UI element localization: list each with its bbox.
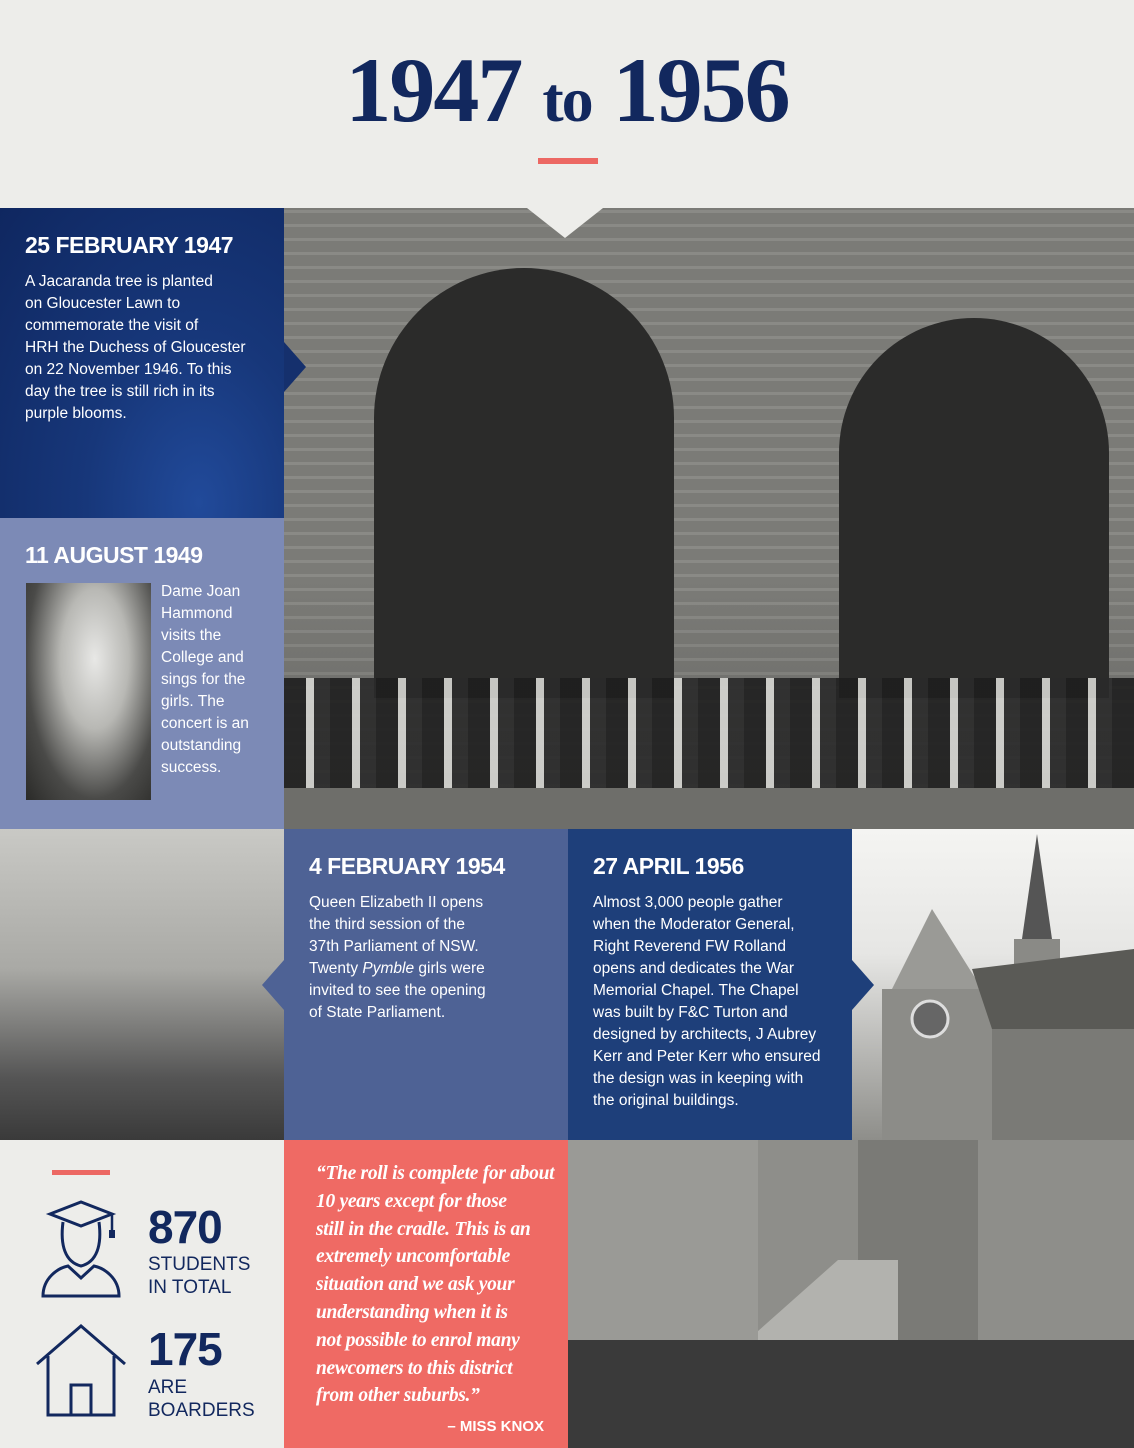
quote-text xyxy=(316,1160,556,1410)
text-line: 37th Parliament of NSW. xyxy=(309,938,479,955)
text-segment: girls were xyxy=(414,960,485,977)
students-label-1: STUDENTS xyxy=(148,1254,251,1275)
stats-divider xyxy=(52,1170,110,1175)
event-date-1956: 27 APRIL 1956 xyxy=(593,853,744,879)
quote-line: 10 years except for those xyxy=(316,1190,507,1212)
chapel-dedication-crowd-photo xyxy=(568,1140,1134,1448)
event-panel-1954 xyxy=(284,829,568,1140)
text-line: designed by architects, J Aubrey xyxy=(593,1026,817,1043)
page-title xyxy=(0,39,1134,141)
title-divider xyxy=(538,158,598,164)
text-line: on 22 November 1946. To this xyxy=(25,361,232,378)
text-line: HRH the Duchess of Gloucester xyxy=(25,339,246,356)
event-text-1949 xyxy=(161,581,281,779)
text-line: success. xyxy=(161,759,222,776)
text-line: when the Moderator General, xyxy=(593,916,795,933)
students-count: 870 xyxy=(148,1201,222,1253)
students-label-2: IN TOTAL xyxy=(148,1277,232,1298)
text-line: Right Reverend FW Rolland xyxy=(593,938,786,955)
event-date-1949: 11 AUGUST 1949 xyxy=(25,542,203,568)
boarders-count: 175 xyxy=(148,1323,222,1375)
quote-line: “The roll is complete for about xyxy=(316,1163,555,1184)
text-line: day the tree is still rich in its xyxy=(25,383,215,400)
archway-right xyxy=(839,318,1109,698)
text-line: on Gloucester Lawn to xyxy=(25,295,181,312)
text-line: was built by F&C Turton and xyxy=(593,1004,788,1021)
event-panel-1956 xyxy=(568,829,852,1140)
text-line: Queen Elizabeth II opens xyxy=(309,894,484,911)
archway-left xyxy=(374,268,674,698)
text-line: commemorate the visit of xyxy=(25,317,199,334)
event-panel-1949 xyxy=(0,518,284,829)
event-text-1947 xyxy=(25,271,275,425)
text-line: invited to see the opening xyxy=(309,982,486,999)
quote-line: from other suburbs.” xyxy=(316,1385,480,1407)
text-line: the design was in keeping with xyxy=(593,1070,804,1087)
event-text-1954 xyxy=(309,892,559,1024)
text-line: Dame Joan xyxy=(161,583,241,600)
text-line: Kerr and Peter Kerr who ensured xyxy=(593,1048,821,1065)
text-segment: Twenty xyxy=(309,960,363,977)
text-line: the third session of the xyxy=(309,916,465,933)
tree-planting-photo xyxy=(284,208,1134,829)
chapel-illustration xyxy=(852,829,1134,1140)
title-start-year: 1947 xyxy=(345,39,522,141)
event-date-1954: 4 FEBRUARY 1954 xyxy=(309,853,505,879)
text-line: opens and dedicates the War xyxy=(593,960,795,977)
top-notch xyxy=(527,208,603,238)
text-line: Memorial Chapel. The Chapel xyxy=(593,982,799,999)
joan-hammond-portrait xyxy=(26,583,151,800)
quote-author: – MISS KNOX xyxy=(447,1418,544,1435)
text-line: girls. The xyxy=(161,693,225,710)
text-line: concert is an xyxy=(161,715,249,732)
text-line: A Jacaranda tree is planted xyxy=(25,273,213,290)
text-line: of State Parliament. xyxy=(309,1004,446,1021)
quote-line: situation and we ask your xyxy=(316,1274,515,1296)
boarders-label-1: ARE xyxy=(148,1377,188,1398)
crowd-illustration xyxy=(568,1140,1134,1448)
text-line: the original buildings. xyxy=(593,1092,739,1109)
war-memorial-chapel-photo xyxy=(852,829,1134,1140)
text-line: outstanding xyxy=(161,737,242,754)
title-to: to xyxy=(542,64,592,135)
school-name: Pymble xyxy=(362,960,415,977)
boarders-label-2: BOARDERS xyxy=(148,1400,255,1421)
quote-line: newcomers to this district xyxy=(316,1357,513,1379)
graduate-icon xyxy=(40,1200,122,1300)
text-line: Almost 3,000 people gather xyxy=(593,894,783,911)
students-crowd xyxy=(284,678,1134,788)
text-line: visits the xyxy=(161,627,222,644)
arrow-1947 xyxy=(284,342,306,392)
arrow-1956 xyxy=(852,960,874,1010)
quote-line: extremely uncomfortable xyxy=(316,1246,511,1268)
arrow-1954 xyxy=(262,960,284,1010)
text-line: College and xyxy=(161,649,244,666)
house-icon xyxy=(34,1322,128,1418)
quote-line: not possible to enrol many xyxy=(316,1329,520,1351)
text-line: purple blooms. xyxy=(25,405,127,422)
text-line: Hammond xyxy=(161,605,233,622)
title-end-year: 1956 xyxy=(612,39,789,141)
event-panel-1947 xyxy=(0,208,284,518)
quote-line: understanding when it is xyxy=(316,1301,508,1323)
event-date-1947: 25 FEBRUARY 1947 xyxy=(25,232,234,258)
event-text-1956 xyxy=(593,892,849,1112)
quote-line: still in the cradle. This is an xyxy=(316,1218,531,1240)
queen-motorcade-photo xyxy=(0,829,284,1140)
lawn xyxy=(284,788,1134,829)
quote-panel xyxy=(284,1140,568,1448)
text-line xyxy=(309,958,559,980)
text-line: sings for the xyxy=(161,671,246,688)
enrolment-stats xyxy=(0,1140,284,1448)
